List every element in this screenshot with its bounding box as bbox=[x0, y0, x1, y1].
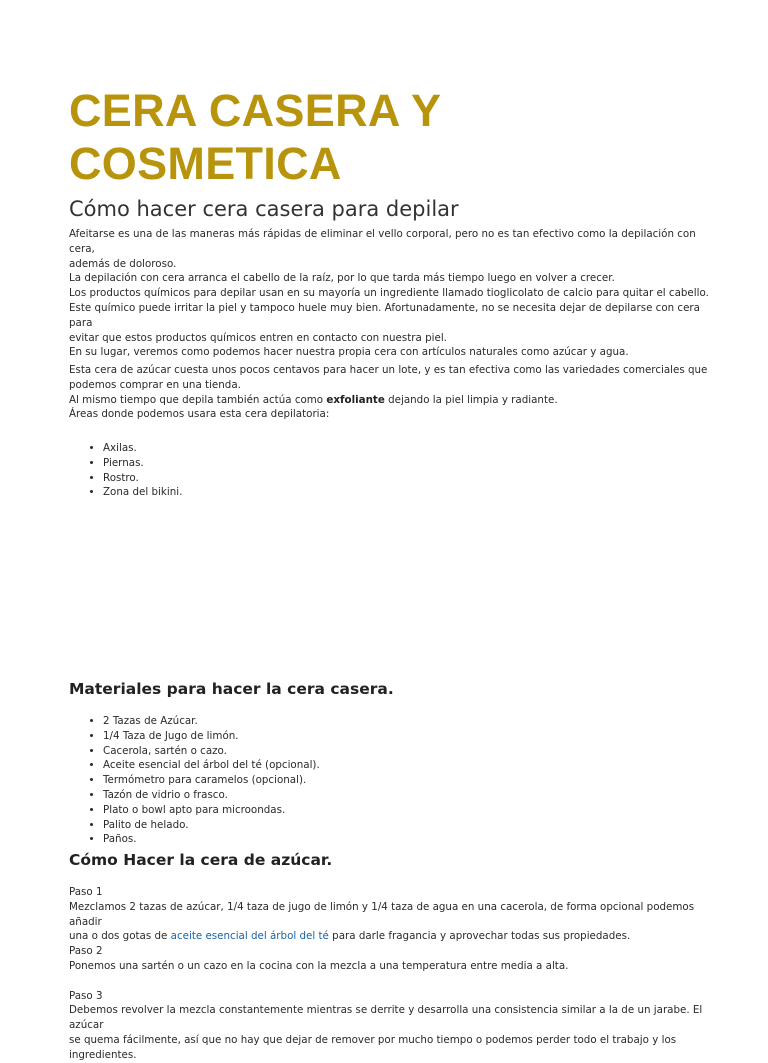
text-fragment: Al mismo tiempo que depila también actúa como bbox=[69, 393, 327, 406]
areas-list bbox=[69, 441, 709, 500]
step-1-line bbox=[69, 929, 709, 944]
intro-line: La depilación con cera arranca el cabello de la raíz, por lo que tarda más tiempo luego en volver a crecer. bbox=[69, 272, 615, 285]
paragraph-line: Esta cera de azúcar cuesta unos pocos centavos para hacer un lote, y es tan efectiva como las variedades comerciales que bbox=[69, 364, 708, 376]
document-title bbox=[69, 84, 441, 190]
list-item: • 2 Tazas de Azúcar. bbox=[103, 714, 709, 729]
step-2-text: Ponemos una sartén o un cazo en la cocina con la mezcla a una temperatura entre media a alta. bbox=[69, 959, 569, 972]
paragraph-line: podemos comprar en una tienda. bbox=[69, 378, 241, 391]
step-3-label: Paso 3 bbox=[69, 989, 103, 1002]
howto-heading: Cómo Hacer la cera de azúcar. bbox=[69, 851, 333, 869]
list-item: • Rostro. bbox=[103, 471, 709, 486]
list-item: • Palito de helado. bbox=[103, 818, 709, 833]
list-item: • Zona del bikini. bbox=[103, 485, 709, 500]
list-item: • Plato o bowl apto para microondas. bbox=[103, 803, 709, 818]
list-item: • Cacerola, sartén o cazo. bbox=[103, 744, 709, 759]
text-fragment: dejando la piel limpia y radiante. bbox=[384, 393, 558, 406]
intro-paragraph bbox=[69, 227, 709, 360]
materials-list-block bbox=[69, 714, 709, 847]
list-item: • Piernas. bbox=[103, 456, 709, 471]
step-2-label: Paso 2 bbox=[69, 945, 103, 958]
step-3-line: Debemos revolver la mezcla constantemente mientras se derrite y desarrolla una consistencia similar a la de un jarabe. El azúcar bbox=[69, 1004, 703, 1032]
steps-block bbox=[69, 885, 709, 1063]
intro-line: además de doloroso. bbox=[69, 257, 177, 270]
step-3-line: ingredientes. bbox=[69, 1048, 137, 1061]
step-1-line: Mezclamos 2 tazas de azúcar, 1/4 taza de jugo de limón y 1/4 taza de agua en una cacerola, de forma opcional podemos añadir bbox=[69, 900, 695, 928]
list-item: • Tazón de vidrio o frasco. bbox=[103, 788, 709, 803]
list-item: • Termómetro para caramelos (opcional). bbox=[103, 773, 709, 788]
list-item: • 1/4 Taza de Jugo de limón. bbox=[103, 729, 709, 744]
step-3-line: se quema fácilmente, así que no hay que dejar de remover por mucho tiempo o podemos perder todo el trabajo y los bbox=[69, 1033, 677, 1046]
text-fragment: para darle fragancia y aprovechar todas sus propiedades. bbox=[328, 930, 631, 943]
list-item: • Aceite esencial del árbol del té (opcional). bbox=[103, 758, 709, 773]
tea-tree-oil-link[interactable]: aceite esencial del árbol del té bbox=[170, 930, 329, 943]
text-fragment: una o dos gotas de bbox=[69, 930, 171, 943]
paragraph-line bbox=[69, 393, 709, 408]
list-item: • Paños. bbox=[103, 832, 709, 847]
intro-line: Los productos químicos para depilar usan en su mayoría un ingrediente llamado tioglicolato de calcio para quitar el cabello. bbox=[69, 287, 709, 300]
title-line-2: COSMETICA bbox=[69, 138, 342, 189]
paragraph-line: Áreas donde podemos usara esta cera depilatoria: bbox=[69, 408, 330, 421]
step-1-label: Paso 1 bbox=[69, 886, 103, 898]
intro-line: Afeitarse es una de las maneras más rápidas de eliminar el vello corporal, pero no es tan efectivo como la depilación con cera, bbox=[69, 228, 696, 255]
document-subtitle: Cómo hacer cera casera para depilar bbox=[69, 197, 459, 221]
areas-list-block bbox=[69, 441, 709, 500]
exfoliante-bold: exfoliante bbox=[326, 393, 385, 406]
materials-list bbox=[69, 714, 709, 847]
title-line-1: CERA CASERA Y bbox=[69, 85, 442, 136]
intro-line: En su lugar, veremos como podemos hacer nuestra propia cera con artículos naturales como azúcar y agua. bbox=[69, 346, 629, 359]
intro-line: Este químico puede irritar la piel y tampoco huele muy bien. Afortunadamente, no se necesita dejar de depilarse con cera para bbox=[69, 301, 700, 329]
sugar-wax-paragraph bbox=[69, 363, 709, 422]
intro-line: evitar que estos productos químicos entren en contacto con nuestra piel. bbox=[69, 331, 447, 344]
list-item: • Axilas. bbox=[103, 441, 709, 456]
materials-heading: Materiales para hacer la cera casera. bbox=[69, 680, 394, 698]
